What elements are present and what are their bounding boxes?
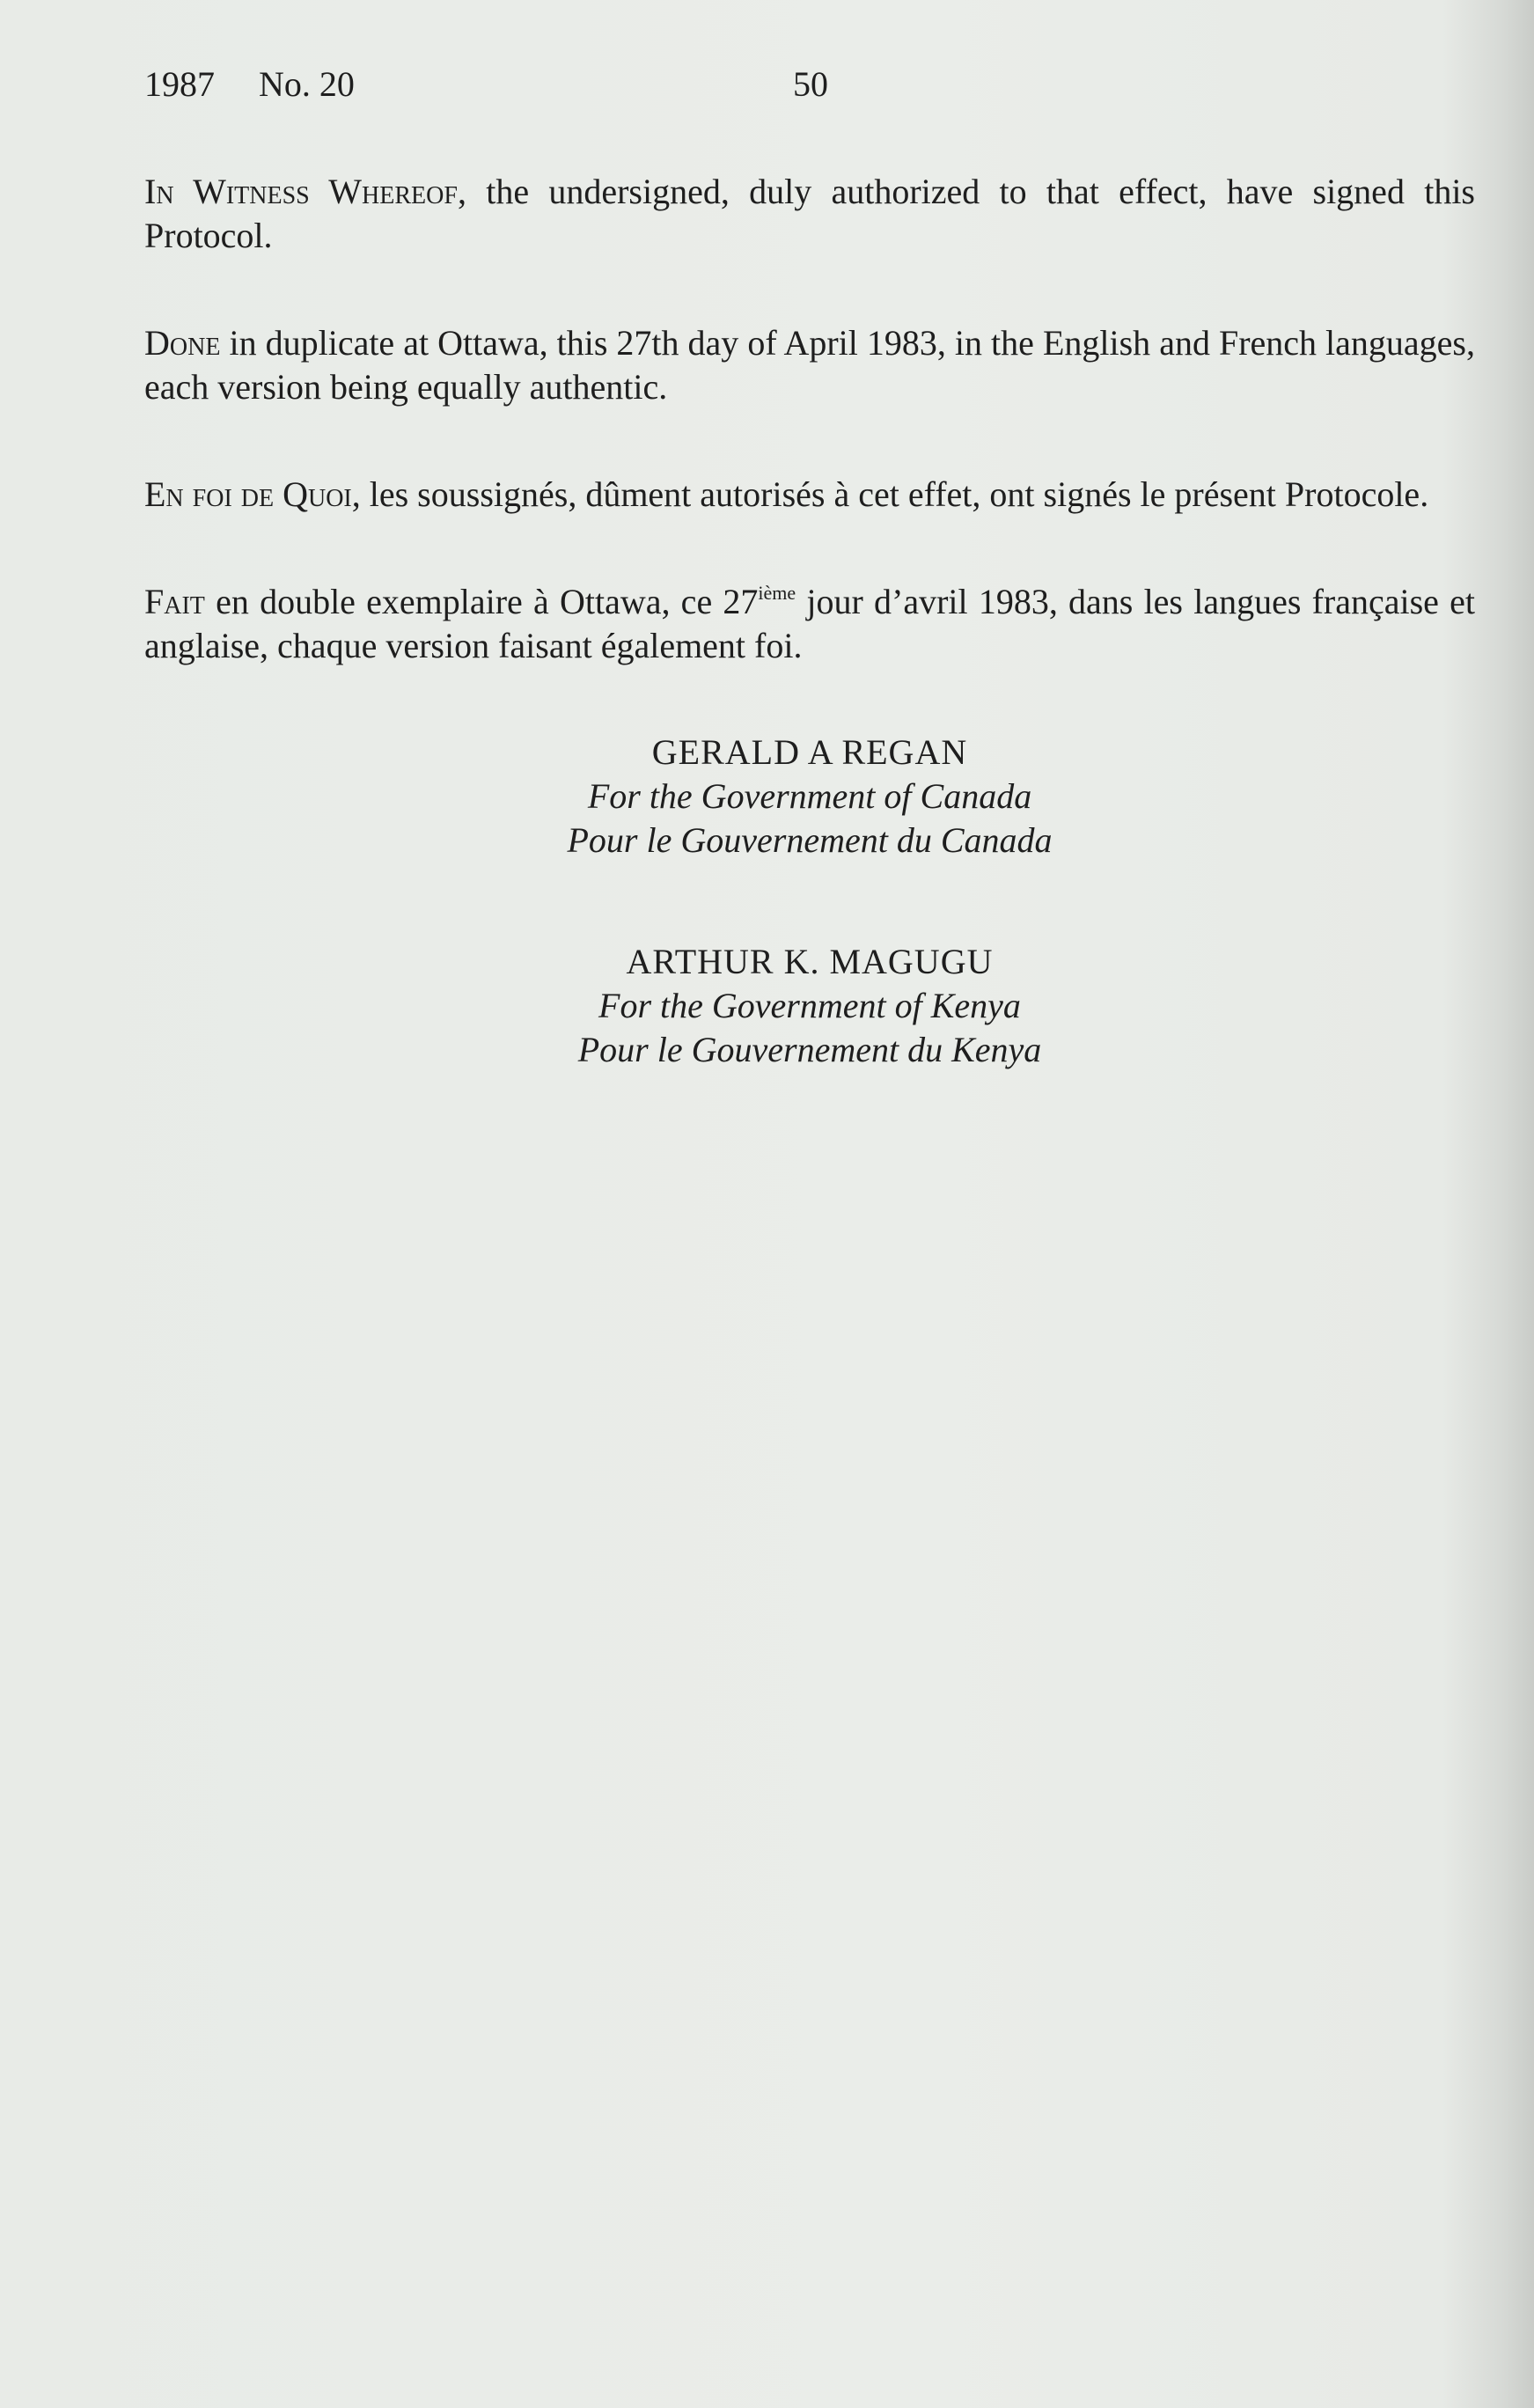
paragraph-witness-en bbox=[144, 170, 1475, 258]
header-year: 1987 bbox=[144, 64, 215, 104]
signatory-role-en: For the Government of Canada bbox=[587, 776, 1032, 816]
paragraph-text-continued: jour d’avril 1983, dans les langues française et anglaise, chaque version faisant également foi. bbox=[144, 582, 1475, 665]
page-number: 50 bbox=[793, 64, 828, 104]
superscript-ordinal: ième bbox=[758, 582, 796, 604]
paragraph-text: , the undersigned, duly authorized to that effect, have signed this Protocol. bbox=[144, 172, 1475, 255]
signature-block-kenya bbox=[144, 940, 1475, 1072]
paragraph-lead: In Witness Whereof bbox=[144, 172, 458, 211]
signatory-role-fr: Pour le Gouvernement du Canada bbox=[567, 820, 1053, 860]
document-body bbox=[144, 170, 1475, 731]
paragraph-done-en bbox=[144, 321, 1475, 409]
paragraph-text: en double exemplaire à Ottawa, ce 27 bbox=[204, 582, 759, 621]
paragraph-lead: En foi de Quoi bbox=[144, 474, 352, 514]
signatory-role-fr: Pour le Gouvernement du Kenya bbox=[577, 1030, 1042, 1069]
paragraph-witness-fr bbox=[144, 473, 1475, 517]
paragraph-done-fr bbox=[144, 580, 1475, 668]
paragraph-text: , les soussignés, dûment autorisés à cet effet, ont signés le présent Protocole. bbox=[351, 474, 1429, 514]
paragraph-text: in duplicate at Ottawa, this 27th day of April 1983, in the English and French languages, each version being equally authentic. bbox=[144, 323, 1475, 407]
signatory-name: ARTHUR K. MAGUGU bbox=[626, 942, 994, 981]
signatory-name: GERALD A REGAN bbox=[651, 732, 968, 772]
signature-block-canada bbox=[144, 730, 1475, 863]
paragraph-lead: Done bbox=[144, 323, 221, 363]
paragraph-lead: Fait bbox=[144, 582, 205, 621]
signatory-role-en: For the Government of Kenya bbox=[598, 986, 1021, 1025]
header-number: No. 20 bbox=[259, 64, 355, 104]
